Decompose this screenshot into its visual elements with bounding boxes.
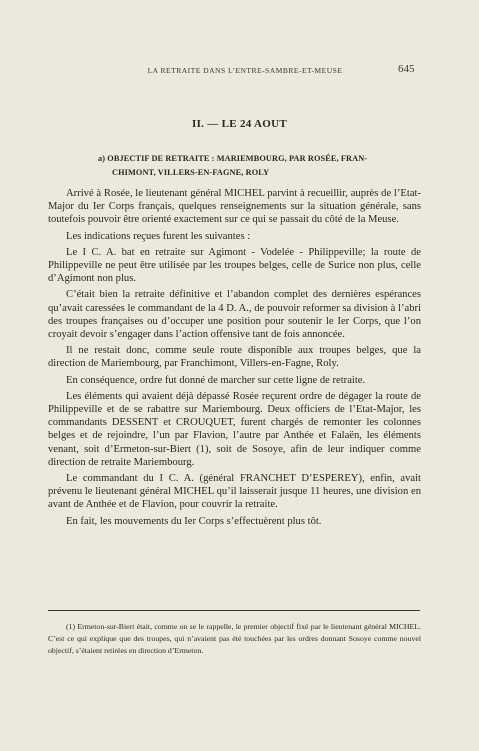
running-head: LA RETRAITE DANS L’ENTRE-SAMBRE-ET-MEUSE (147, 66, 343, 75)
paragraph: Le commandant du I C. A. (général FRANCHET D’ESPEREY), enfin, avait prévenu le lieutenant général MICHEL qu’il laisserait jusque 11 heures, une division en avant de Anthée et de Flavion, pour couvrir la retraite. (48, 473, 421, 511)
paragraph: Arrivé à Rosée, le lieutenant général MICHEL parvint à recueillir, auprès de l’Etat-Major du Ier Corps français, quelques renseignements sur la situation générale, sans toutefois pouvoir être orienté exactement sur ce qui se passait du côté de la Meuse. (48, 188, 421, 226)
section-heading: II. — LE 24 AOUT (192, 118, 287, 130)
footnote (48, 621, 421, 657)
paragraph: Le I C. A. bat en retraite sur Agimont - Vodelée - Philippeville; la route de Philippeville ne peut être utilisée par les troupes belges, celle de Surice non plus, celle d’Agimont non plus. (48, 246, 421, 285)
body-text (48, 187, 421, 531)
footnote-divider (48, 610, 420, 611)
paragraph: C’était bien la retraite définitive et l’abandon complet des dernières espérances qu’avait caressées le commandant de la 4 D. A., de pouvoir reformer sa division à l’abri des troupes françaises ou d’occuper une position pour soutenir le Ier Corps, que l’on croyait devoir s’engager dans l’action offensive tant de fois annoncée. (48, 289, 421, 341)
sub-heading-line-2: CHIMONT, VILLERS-EN-FAGNE, ROLY (112, 168, 270, 177)
paragraph: Les éléments qui avaient déjà dépassé Rosée reçurent ordre de dégager la route de Philippeville et de se rabattre sur Mariembourg. Deux officiers de l’Etat-Major, les commandants DESSENT et CROUQUET, furent chargés de remonter les colonnes belges et de rejoindre, l’un par Flavion, l’autre par Anthée et Falaën, les éléments venant, soit d’Ermeton-sur-Biert (1), soit de Sosoye, afin de leur indiquer comme direction de retraite Mariembourg. (48, 390, 421, 468)
page-number: 645 (398, 63, 415, 75)
paragraph: En conséquence, ordre fut donné de marcher sur cette ligne de retraite. (66, 374, 366, 386)
paragraph: En fait, les mouvements du Ier Corps s’effectuèrent plus tôt. (66, 515, 322, 527)
sub-heading (98, 152, 428, 180)
paragraph: Les indications reçues furent les suivantes : (66, 230, 251, 242)
sub-heading-line-1: a) OBJECTIF DE RETRAITE : MARIEMBOURG, PAR ROSÉE, FRAN- (98, 154, 368, 163)
paragraph: Il ne restait donc, comme seule route disponible aux troupes belges, que la direction de Mariembourg, par Franchimont, Villers-en-Fagne, Roly. (48, 345, 421, 370)
footnote-text: (1) Ermeton-sur-Biert était, comme on se le rappelle, le premier objectif fixé par le lieutenant général MICHEL. C’est ce qui explique que des troupes, qui n’avaient pas été touchées par les ordres donnant Sosoye comme nouvel objectif, s’étaient retirées en direction d’Ermeton. (48, 622, 421, 655)
